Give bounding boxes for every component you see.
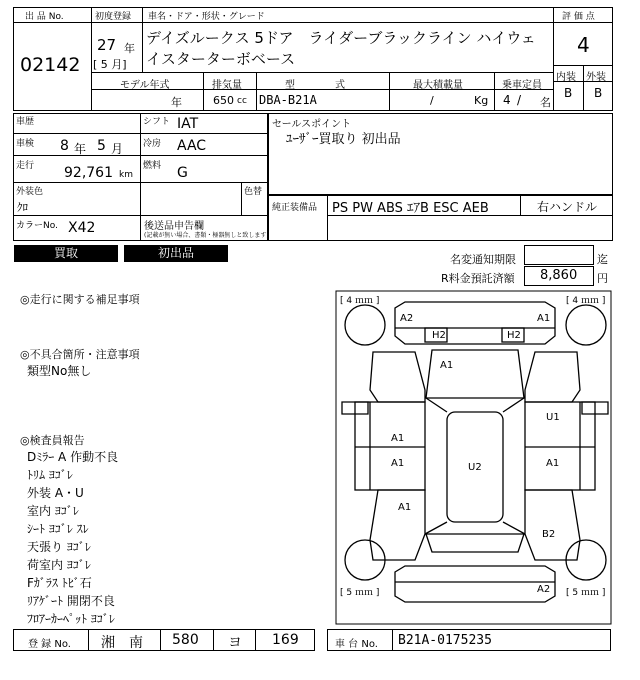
capacity-label: 乗車定員 <box>502 80 542 91</box>
model-year-label: モデル年式 <box>120 80 170 91</box>
mileage-unit: km <box>119 170 133 180</box>
rating-label: 評 価 点 <box>562 12 595 22</box>
steering-value: 右ハンドル <box>537 200 598 214</box>
capacity-value: 4 <box>503 93 511 107</box>
recycle-label: R料金預託済額 <box>441 272 515 285</box>
chassis-label: 車 台 No. <box>335 639 378 650</box>
color-no-value: X42 <box>68 220 96 236</box>
displacement-unit: cc <box>237 96 247 106</box>
tire-rear-right: [ 5 ｍｍ ] <box>566 588 606 598</box>
fuel-label: 燃料 <box>143 161 162 171</box>
ac-label: 冷房 <box>143 139 162 149</box>
inspector-item: 室内 ﾖｺﾞﾚ <box>27 504 79 518</box>
mileage-value: 92,761 <box>64 165 113 181</box>
model-year-unit: 年 <box>171 96 182 109</box>
first-reg-year: 27 <box>97 36 117 54</box>
damage-marker: A1 <box>537 313 551 324</box>
fuel-value: G <box>177 165 188 181</box>
recycle-amount: 8,860 <box>540 268 578 283</box>
damage-marker: A2 <box>400 313 414 324</box>
car-name-label: 車名・ドア・形状・グレード <box>148 12 265 22</box>
lot-number: 02142 <box>20 54 81 76</box>
inspection-label: 車検 <box>16 139 35 149</box>
damage-marker: H2 <box>507 330 521 341</box>
registration-kana: ヨ <box>228 635 242 651</box>
inspection-month-unit: 月 <box>111 142 124 156</box>
driving-notes-heading: ◎走行に関する補足事項 <box>20 293 140 306</box>
damage-marker: A2 <box>537 584 551 595</box>
model-code: DBA-B21A <box>259 93 317 107</box>
damage-marker: H2 <box>432 330 446 341</box>
defect-notes-heading: ◎不具合箇所・注意事項 <box>20 348 140 361</box>
color-no-label: カラーNo. <box>16 221 58 231</box>
inspector-item: ｼｰﾄ ﾖｺﾞﾚ ｽﾚ <box>27 522 89 536</box>
damage-marker: A1 <box>391 433 405 444</box>
capacity-unit: 名 <box>540 96 551 109</box>
damage-marker: A1 <box>391 458 405 469</box>
car-name-line2: イスターターボベース <box>146 50 296 68</box>
registration-area: 湘 南 <box>101 635 143 651</box>
ext-color-value: ｸﾛ <box>17 201 28 214</box>
max-load-slash: / <box>430 94 434 107</box>
inspector-item: Fｶﾞﾗｽ ﾄﾋﾞ石 <box>27 576 92 590</box>
rating-value: 4 <box>577 33 590 57</box>
inspector-item: Dﾐﾗｰ A 作動不良 <box>27 450 119 464</box>
inspector-item: ﾘｱｹﾞｰﾄ 開閉不良 <box>27 594 115 608</box>
registration-number: 169 <box>272 632 299 648</box>
inspector-heading: ◎検査員報告 <box>20 434 85 447</box>
interior-grade: B <box>564 86 573 100</box>
max-load-unit: Kg <box>474 94 489 107</box>
inspection-year-unit: 年 <box>74 142 87 156</box>
model-code-label: 型 式 <box>285 80 345 91</box>
chassis-number: B21A-0175235 <box>398 633 492 648</box>
inspection-month: 5 <box>97 138 106 154</box>
tire-rear-left: [ 5 ｍｍ ] <box>340 588 380 598</box>
capacity-slash: / <box>517 93 522 107</box>
first-reg-year-unit: 年 <box>124 42 135 55</box>
damage-marker: A1 <box>546 458 560 469</box>
first-reg-month: [ 5 月] <box>93 58 127 71</box>
damage-marker: U1 <box>546 412 560 423</box>
car-name-line1: デイズルークス 5ドア ライダーブラックライン ハイウェ <box>146 29 536 47</box>
equipment-label: 純正装備品 <box>272 203 318 213</box>
docs-note: (記載が無い場合、書類・極器無しと致します) <box>144 232 269 239</box>
docs-label: 後送品申告欄 <box>144 221 204 232</box>
inspector-item: 外装 A・U <box>27 486 84 500</box>
exterior-grade: B <box>594 86 603 100</box>
first-reg-label: 初度登録 <box>95 12 132 22</box>
lot-label: 出 品 No. <box>25 12 64 22</box>
inspection-year: 8 <box>60 138 69 154</box>
exterior-label: 外装 <box>586 72 606 83</box>
damage-marker: B2 <box>542 529 556 540</box>
registration-class: 580 <box>172 632 199 648</box>
tire-front-left: [ 4 ｍｍ ] <box>340 296 380 306</box>
sales-point-text: ﾕｰｻﾞｰ買取り 初出品 <box>286 132 401 147</box>
shift-label: シフト <box>143 117 171 127</box>
displacement-value: 650 <box>213 94 234 107</box>
history-label: 車歴 <box>16 117 35 127</box>
max-load-label: 最大積載量 <box>413 80 463 91</box>
repaint-label: 色替 <box>244 187 263 197</box>
name-change-unit: 迄 <box>597 253 608 266</box>
mileage-label: 走行 <box>16 161 35 171</box>
damage-marker: A1 <box>398 502 412 513</box>
sales-point-label: セールスポイント <box>272 119 352 130</box>
ac-value: AAC <box>177 138 207 154</box>
tag-first-listing: 初出品 <box>124 245 228 262</box>
inspector-item: ﾌﾛｱｰｶｰﾍﾟｯﾄ ﾖｺﾞﾚ <box>27 612 115 626</box>
displacement-label: 排気量 <box>212 80 242 91</box>
name-change-label: 名変通知期限 <box>450 253 516 266</box>
inspector-item: ﾄﾘﾑ ﾖｺﾞﾚ <box>27 468 73 482</box>
shift-value: IAT <box>177 116 199 132</box>
inspector-item: 天張り ﾖｺﾞﾚ <box>27 540 91 554</box>
tag-buyback: 買取 <box>14 245 118 262</box>
inspector-item: 荷室内 ﾖｺﾞﾚ <box>27 558 91 572</box>
defect-notes-text: 類型No無し <box>27 364 92 378</box>
tire-front-right: [ 4 ｍｍ ] <box>566 296 606 306</box>
interior-label: 内装 <box>556 72 576 83</box>
equipment-value: PS PW ABS ｴｱB ESC AEB <box>332 201 489 216</box>
ext-color-label: 外装色 <box>16 187 44 197</box>
damage-marker: U2 <box>468 462 482 473</box>
recycle-unit: 円 <box>597 272 608 285</box>
registration-label: 登 録 No. <box>28 639 71 650</box>
damage-marker: A1 <box>440 360 454 371</box>
